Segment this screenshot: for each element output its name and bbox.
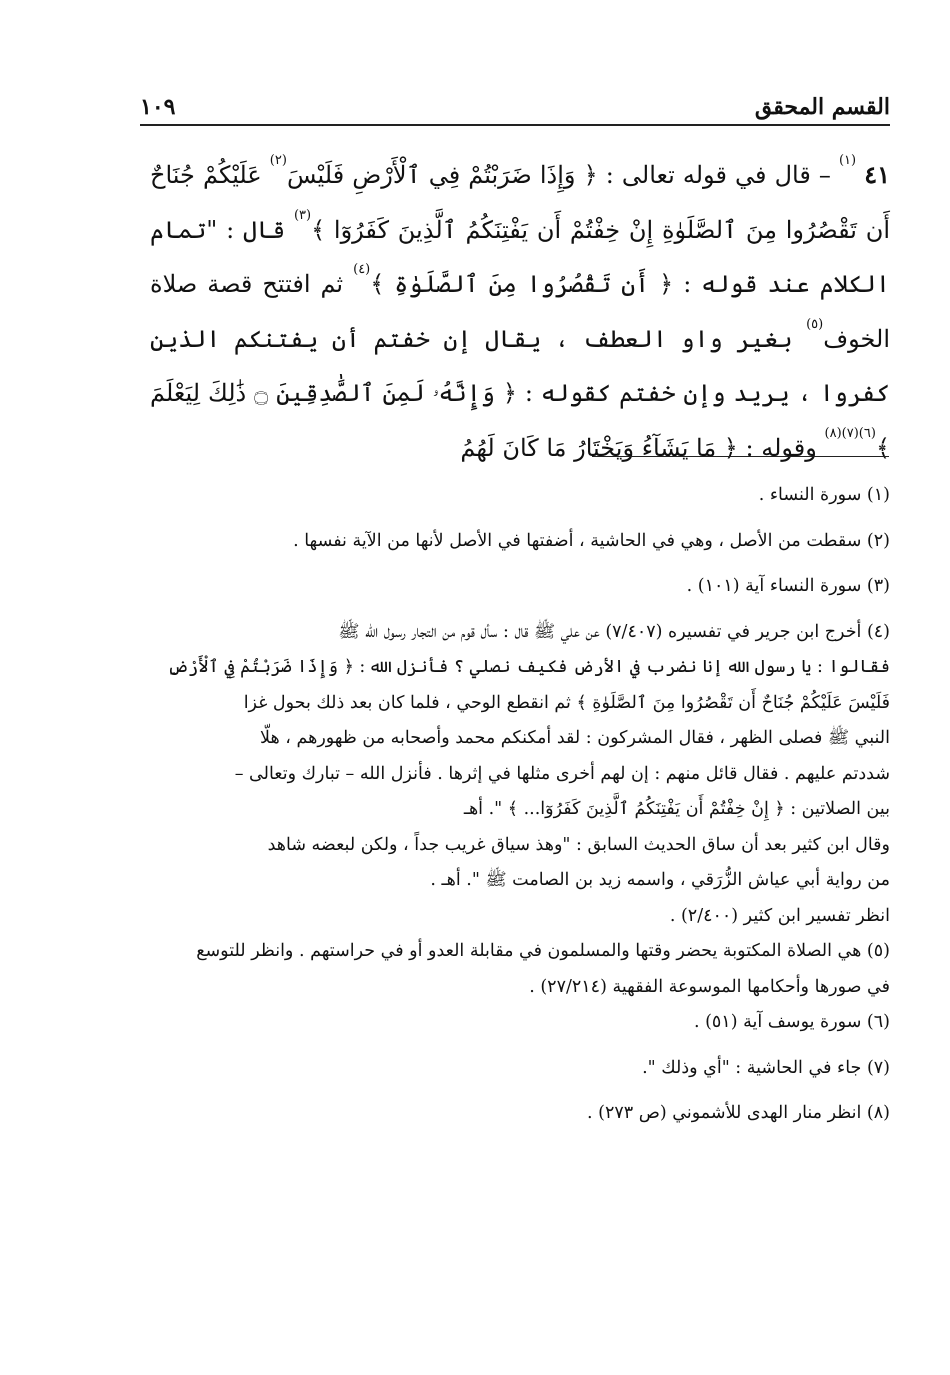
text-segment: بغير واو العطف ، يقال إن خفتم أن يفتنكم الذين كفروا ، يريد وإن خفتم كقوله : [150,324,890,407]
footnote-4-line-6: بين الصلاتين : ﴿ إِنْ خِفْتُمْ أَن يَفْتِنَكُمُ ٱلَّذِينَ كَفَرُوٓا... ﴾ ". أهـ [463,799,890,819]
footnote-4-line-9: انظر تفسير ابن كثير (٢/٤٠٠) . [669,905,890,926]
quran-quote: ﴿ وَإِذَا ضَرَبْتُمْ فِي ٱلْأَرْضِ فَلَيْسَ [286,161,598,189]
footnote-8: (٨) انظر منار الهدى للأشموني (ص ٢٧٣) . [587,1103,890,1123]
paragraph-number: ٤١ [864,160,890,189]
footnote-1: (١) سورة النساء . [758,485,890,505]
paragraph-41 [150,148,890,475]
running-title: القسم المحقق [754,94,890,120]
footnote-4-line-4: النبي ﷺ فصلى الظهر ، فقال المشركون : لقد أمكنكم محمد وأصحابه من ظهورهم ، هلّا [260,728,890,748]
footnotes [150,478,890,1132]
main-text [150,148,890,475]
footnote-2: (٢) سقطت من الأصل ، وهي في الحاشية ، أضفتها في الأصل لأنها من الآية نفسها . [293,530,890,551]
footnote-ref-8: (٨) [824,425,842,441]
footnote-5-line-1: (٥) هي الصلاة المكتوبة يحضر وقتها والمسلمون في مقابلة العدو أو في حراستهم . وانظر للتوسع [196,941,890,961]
footnote-ref-6: (٦) [858,425,876,441]
page-header [140,88,890,126]
page-number: ١٠٩ [140,94,176,120]
footnote-ref-5: (٥) [806,316,824,332]
footnote-4-line-2: فقالوا : يا رسول الله إنا نضرب في الأرض فكيف نصلي ؟ فأنزل الله : ﴿ وَإِذَا ضَرَبْتُمْ فِي ٱلْأَرْضِ [167,657,890,677]
text-segment: قال : "تمام الكلام عند قوله : [150,215,890,298]
quran-quote: ﴿ أَن تَقْصُرُوا مِنَ ٱلصَّلَوٰةِ ﴾ [370,270,674,298]
quran-quote: ﴿ مَا يَشَآءُ وَيَخْتَارُ مَا كَانَ لَهُمُ [460,433,738,462]
quran-quote: عَلَيْكُمْ جُنَاحٌ أَن تَقْصُرُوا مِنَ ٱلصَّلَوٰةِ إِنْ خِفْتُمْ أَن يَفْتِنَكُمُ ٱلَّذِينَ كَفَرُوٓا ﴾ [150,161,890,244]
footnote-7: (٧) جاء في الحاشية : "أي وذلك ". [642,1057,890,1078]
quran-quote: ﴿ وَإِنَّهُۥ لَمِنَ ٱلصَّٰدِقِينَ ۝ ذَٰلِكَ لِيَعْلَمَ ﴾ [150,379,890,462]
text-segment: – قال في قوله تعالى : [605,161,831,189]
footnote-4-line-3: فَلَيْسَ عَلَيْكُمْ جُنَاحٌ أَن تَقْصُرُوا مِنَ ٱلصَّلَوٰةِ ﴾ ثم انقطع الوحي ، فلما كان بعد ذلك بحول غزا [243,692,890,713]
footnote-separator [592,456,889,457]
footnote-ref-2: (٢) [269,153,287,168]
footnote-5-line-2: في صورها وأحكامها الموسوعة الفقهية (٢٧/٢١٤) . [529,976,890,997]
footnote-ref-4: (٤) [353,262,371,277]
footnote-ref-7: (٧) [841,425,859,441]
footnote-6: (٦) سورة يوسف آية (٥١) . [693,1012,890,1032]
footnote-ref-3: (٣) [293,207,312,223]
footnote-4-line-5: شددتم عليهم . فقال قائل منهم : إن لهم أخرى مثلها في إثرها . فأنزل الله – تبارك وتعالى – [234,763,890,784]
text-segment: وقوله : [745,433,817,462]
footnote-4-line-7: وقال ابن كثير بعد أن ساق الحديث السابق : "وهذ سياق غريب جداً ، ولكن لبعضه شاهد [267,834,890,855]
footnote-3: (٣) سورة النساء آية (١٠١) . [686,576,890,596]
footnote-4-line-8: من رواية أبي عياش الزُّرَقي ، واسمه زيد بن الصامت ﷺ ". أهـ . [430,870,890,890]
text-segment: ثم افتتح قصة صلاة الخوف [150,270,890,353]
footnote-ref-1: (١) [838,153,857,168]
footnote-4-line-1: (٤) أخرج ابن جرير في تفسيره (٧/٤٠٧) عن علي ﷺ قال : سأل قوم من التجار رسول الله ﷺ [338,621,890,642]
